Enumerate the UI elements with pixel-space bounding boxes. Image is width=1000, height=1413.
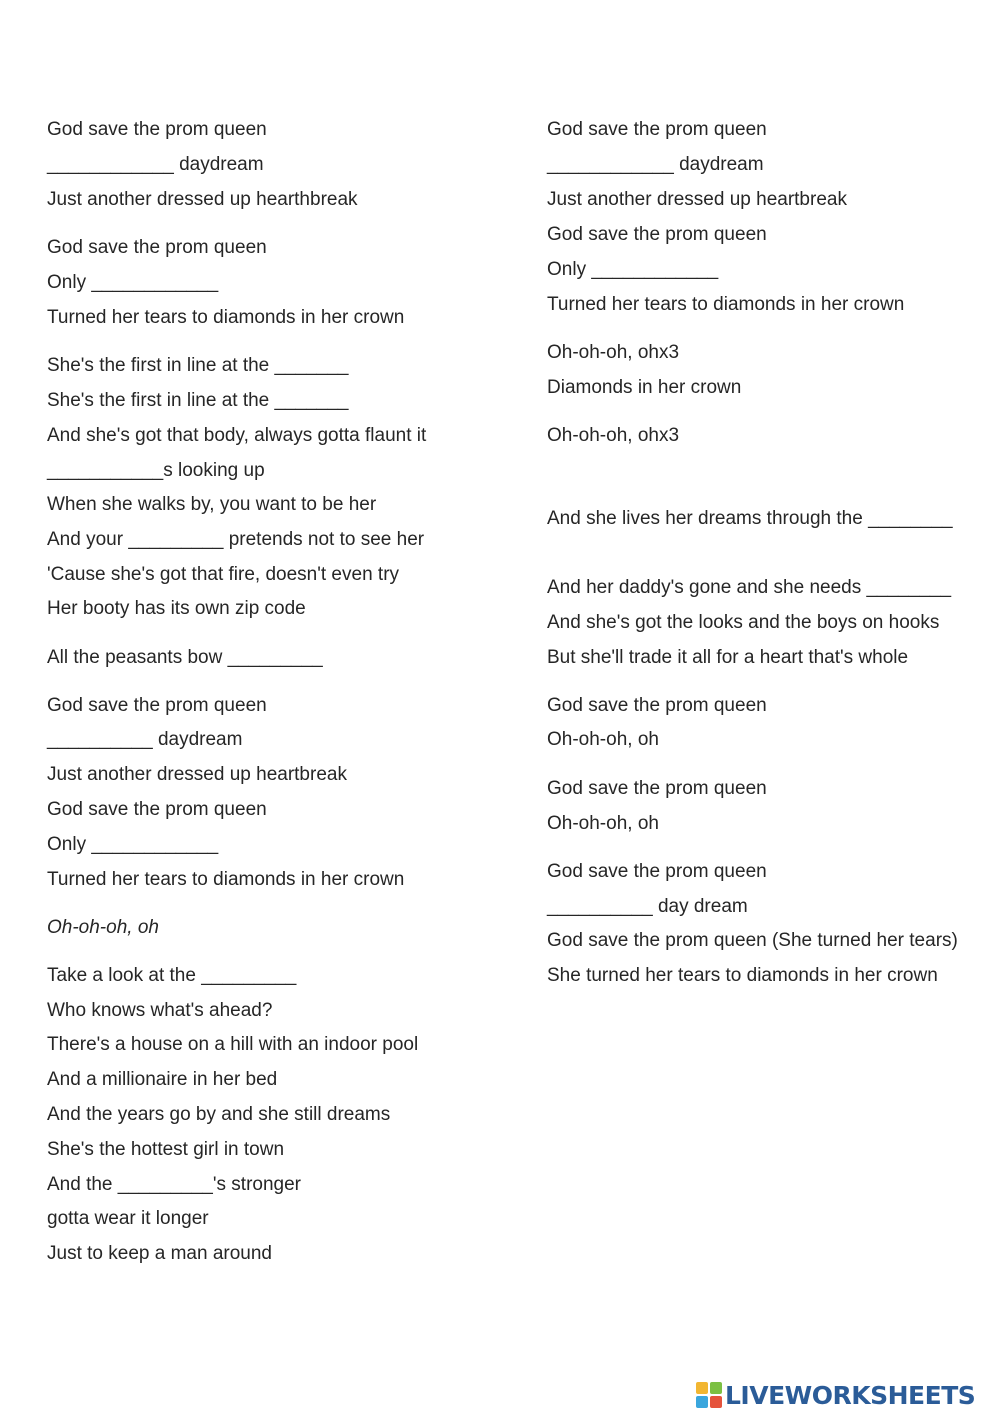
right-lyric-line: __________ day dream (547, 896, 748, 917)
left-lyric-line: Take a look at the _________ (47, 965, 297, 986)
brand-name: LIVEWORKSHEETS (725, 1380, 976, 1410)
right-lyric-line: God save the prom queen (547, 778, 767, 799)
right-lyric-line: God save the prom queen (547, 861, 767, 882)
left-lyric-line: Just another dressed up heartbreak (47, 764, 347, 785)
left-lyric-line: Just to keep a man around (47, 1243, 272, 1264)
left-lyric-line: __________ daydream (47, 729, 243, 750)
right-lyric-line: God save the prom queen (547, 695, 767, 716)
left-lyric-line: All the peasants bow _________ (47, 647, 323, 668)
left-lyric-line: Only ____________ (47, 834, 219, 855)
right-lyric-line: She turned her tears to diamonds in her crown (547, 965, 938, 986)
left-lyric-line: She's the first in line at the _______ (47, 390, 349, 411)
left-lyric-line: Only ____________ (47, 272, 219, 293)
right-lyric-line: God save the prom queen (547, 119, 767, 140)
right-lyric-line: But she'll trade it all for a heart that's whole (547, 647, 909, 668)
left-lyric-line: God save the prom queen (47, 119, 267, 140)
right-lyric-line: ____________ daydream (547, 154, 764, 175)
left-lyric-line: Who knows what's ahead? (47, 1000, 273, 1021)
left-lyric-line: Just another dressed up hearthbreak (47, 189, 358, 210)
left-lyric-line: And a millionaire in her bed (47, 1069, 278, 1090)
left-lyric-line: And the _________'s stronger (47, 1174, 301, 1195)
left-lyric-line: And she's got that body, always gotta flaunt it (47, 425, 427, 446)
right-lyric-line: Only ____________ (547, 259, 719, 280)
right-lyric-line: And she's got the looks and the boys on hooks (547, 612, 940, 633)
left-lyric-line: Her booty has its own zip code (47, 598, 306, 619)
liveworksheets-brand[interactable] (696, 1378, 975, 1412)
right-lyric-line: God save the prom queen (547, 224, 767, 245)
right-lyric-line: Oh-oh-oh, ohx3 (547, 342, 680, 363)
left-lyric-line: She's the hottest girl in town (47, 1139, 285, 1160)
left-lyric-line: And your _________ pretends not to see her (47, 529, 425, 550)
right-lyric-line: Oh-oh-oh, oh (547, 813, 659, 834)
liveworksheets-logo-icon (696, 1382, 722, 1408)
left-lyric-line: God save the prom queen (47, 237, 267, 258)
left-lyric-line: ___________s looking up (47, 460, 265, 481)
right-lyric-line: Oh-oh-oh, ohx3 (547, 425, 680, 446)
left-lyric-line: God save the prom queen (47, 799, 267, 820)
left-lyric-line: There's a house on a hill with an indoor pool (47, 1034, 419, 1055)
left-lyric-line: gotta wear it longer (47, 1208, 209, 1229)
left-lyric-line: When she walks by, you want to be her (47, 494, 377, 515)
right-lyric-line: Diamonds in her crown (547, 377, 742, 398)
right-lyric-line: And she lives her dreams through the ________ (547, 508, 953, 529)
right-lyric-line: And her daddy's gone and she needs ________ (547, 577, 952, 598)
left-lyric-line: Oh-oh-oh, oh (47, 917, 159, 938)
left-lyric-line: God save the prom queen (47, 695, 267, 716)
left-lyric-line: Turned her tears to diamonds in her crown (47, 307, 405, 328)
left-lyric-line: And the years go by and she still dreams (47, 1104, 391, 1125)
left-lyric-line: She's the first in line at the _______ (47, 355, 349, 376)
left-lyric-line: ____________ daydream (47, 154, 264, 175)
left-lyric-line: Turned her tears to diamonds in her crown (47, 869, 405, 890)
right-lyric-line: God save the prom queen (She turned her tears) (547, 930, 958, 951)
left-lyric-line: 'Cause she's got that fire, doesn't even try (47, 564, 400, 585)
right-lyric-line: Oh-oh-oh, oh (547, 729, 659, 750)
right-lyric-line: Turned her tears to diamonds in her crown (547, 294, 905, 315)
right-lyric-line: Just another dressed up heartbreak (547, 189, 847, 210)
